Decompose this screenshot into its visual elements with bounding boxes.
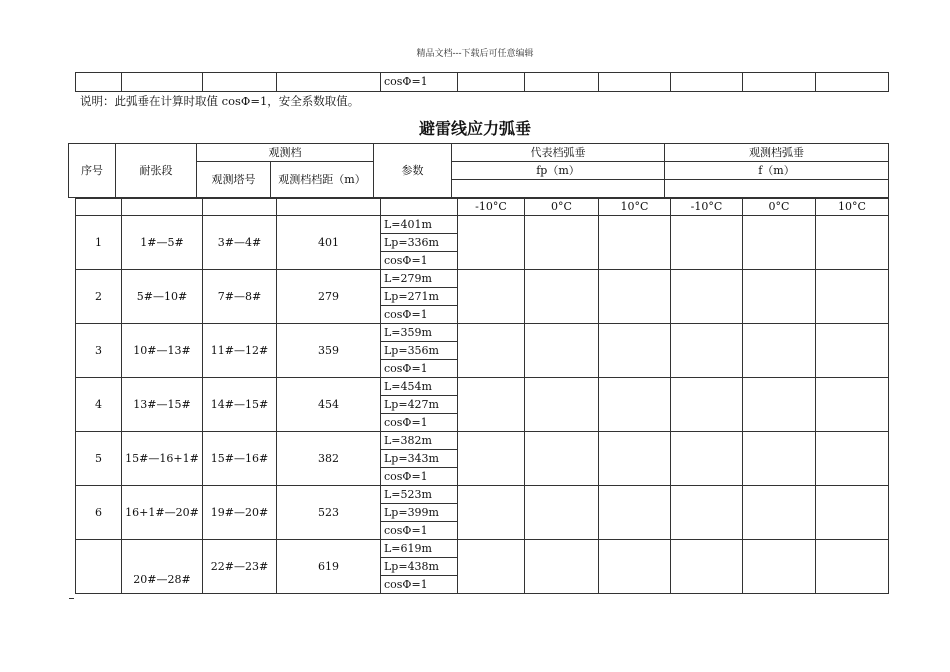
params-header: 参数 [374, 144, 452, 198]
section-cell: 1#—5# [122, 216, 203, 270]
param-cell: L=279m [381, 270, 458, 288]
cell [203, 199, 277, 216]
sag-value-cell [458, 216, 525, 270]
param-cell: cosΦ=1 [381, 252, 458, 270]
sag-value-cell [671, 270, 743, 324]
cell [743, 73, 816, 92]
sag-value-cell [816, 432, 889, 486]
sag-value-cell [671, 432, 743, 486]
obs-sag-header: 观测档弧垂 [665, 144, 889, 162]
tower-cell: 19#—20# [203, 486, 277, 540]
param-cell: L=359m [381, 324, 458, 342]
sag-value-cell [458, 540, 525, 594]
seq-cell: 3 [76, 324, 122, 378]
sag-value-cell [525, 324, 599, 378]
cell [599, 73, 671, 92]
cell [76, 73, 122, 92]
section-header: 耐张段 [116, 144, 197, 198]
tower-cell: 7#—8# [203, 270, 277, 324]
sag-value-cell [816, 324, 889, 378]
sag-value-cell [816, 378, 889, 432]
page-header: 精品文档---下载后可任意编辑 [416, 49, 534, 59]
span-cell: 401 [277, 216, 381, 270]
sag-value-cell [525, 540, 599, 594]
sag-value-cell [525, 486, 599, 540]
span-cell: 279 [277, 270, 381, 324]
span-distance-header: 观测档档距（m） [271, 162, 374, 198]
sag-value-cell [671, 540, 743, 594]
temp-header: -10°C [671, 199, 743, 216]
sag-value-cell [599, 270, 671, 324]
sag-value-cell [599, 378, 671, 432]
param-cell: Lp=343m [381, 450, 458, 468]
sag-value-cell [816, 540, 889, 594]
sag-value-cell [458, 324, 525, 378]
param-cell: cosΦ=1 [381, 576, 458, 594]
cell [122, 199, 203, 216]
observed-span-header: 观测档 [197, 144, 374, 162]
tower-header: 观测塔号 [197, 162, 271, 198]
sag-value-cell [743, 540, 816, 594]
note-text: 说明：此弧垂在计算时取值 cosΦ=1，安全系数取值。 [80, 94, 360, 108]
sag-value-cell [599, 216, 671, 270]
sag-value-cell [743, 378, 816, 432]
seq-cell: 5 [76, 432, 122, 486]
section-cell: 5#—10# [122, 270, 203, 324]
param-cell: cosΦ=1 [381, 468, 458, 486]
cell [76, 199, 122, 216]
sag-table [75, 198, 889, 594]
sag-value-cell [671, 486, 743, 540]
rep-sag-header: 代表档弧垂 [452, 144, 665, 162]
cell [277, 199, 381, 216]
section-cell: 16+1#—20# [122, 486, 203, 540]
sag-value-cell [743, 270, 816, 324]
param-cell: L=401m [381, 216, 458, 234]
cell [122, 73, 203, 92]
seq-cell: 4 [76, 378, 122, 432]
sag-value-cell [525, 378, 599, 432]
table-row [76, 540, 889, 558]
span-cell: 619 [277, 540, 381, 594]
cell [671, 73, 743, 92]
obs-unit: f（m） [665, 162, 889, 180]
header-table [68, 143, 889, 198]
table-row [76, 378, 889, 396]
temp-header: -10°C [458, 199, 525, 216]
param-cell: L=619m [381, 540, 458, 558]
param-cell: cosΦ=1 [381, 360, 458, 378]
sag-value-cell [671, 216, 743, 270]
spacer [452, 180, 665, 198]
param-cell: Lp=356m [381, 342, 458, 360]
rep-unit: fp（m） [452, 162, 665, 180]
param-cell: Lp=336m [381, 234, 458, 252]
cell [816, 73, 889, 92]
span-cell: 359 [277, 324, 381, 378]
cell [203, 73, 277, 92]
cell [381, 199, 458, 216]
sag-value-cell [458, 432, 525, 486]
section-cell: 20#—28# [122, 540, 203, 594]
seq-header: 序号 [69, 144, 116, 198]
tower-cell: 14#—15# [203, 378, 277, 432]
previous-table-row [75, 72, 889, 92]
param-cell: L=454m [381, 378, 458, 396]
sag-value-cell [525, 432, 599, 486]
table-row [76, 270, 889, 288]
param-cell: L=382m [381, 432, 458, 450]
sag-value-cell [816, 216, 889, 270]
sag-value-cell [525, 216, 599, 270]
temp-header: 10°C [816, 199, 889, 216]
sag-value-cell [671, 324, 743, 378]
sag-value-cell [599, 540, 671, 594]
section-cell: 15#—16+1# [122, 432, 203, 486]
sag-value-cell [743, 486, 816, 540]
tower-cell: 3#—4# [203, 216, 277, 270]
table-row [76, 432, 889, 450]
temp-header: 10°C [599, 199, 671, 216]
sag-value-cell [743, 432, 816, 486]
param-cell: Lp=271m [381, 288, 458, 306]
sag-value-cell [816, 270, 889, 324]
span-cell: 454 [277, 378, 381, 432]
sag-value-cell [743, 216, 816, 270]
span-cell: 523 [277, 486, 381, 540]
seq-cell: 2 [76, 270, 122, 324]
sag-value-cell [671, 378, 743, 432]
table-title: 避雷线应力弧垂 [418, 119, 531, 138]
param-cell: Lp=399m [381, 504, 458, 522]
section-cell: 10#—13# [122, 324, 203, 378]
sag-value-cell [458, 486, 525, 540]
param-cell: cosΦ=1 [381, 414, 458, 432]
cell [277, 73, 381, 92]
sag-value-cell [599, 432, 671, 486]
table-row [76, 324, 889, 342]
temp-header: 0°C [525, 199, 599, 216]
spacer [665, 180, 889, 198]
param-cell: Lp=427m [381, 396, 458, 414]
param-cell: cosΦ=1 [381, 522, 458, 540]
sag-value-cell [599, 324, 671, 378]
sag-value-cell [458, 270, 525, 324]
param-cell: L=523m [381, 486, 458, 504]
cell [458, 73, 525, 92]
param-cell: cosΦ=1 [381, 73, 458, 92]
table-edge [69, 598, 74, 599]
seq-cell [76, 540, 122, 594]
temperature-row [76, 199, 889, 216]
tower-cell: 22#—23# [203, 540, 277, 594]
param-cell: cosΦ=1 [381, 306, 458, 324]
seq-cell: 1 [76, 216, 122, 270]
span-cell: 382 [277, 432, 381, 486]
tower-cell: 15#—16# [203, 432, 277, 486]
sag-value-cell [458, 378, 525, 432]
seq-cell: 6 [76, 486, 122, 540]
tower-cell: 11#—12# [203, 324, 277, 378]
sag-value-cell [525, 270, 599, 324]
cell [525, 73, 599, 92]
table-row [76, 486, 889, 504]
sag-value-cell [599, 486, 671, 540]
section-cell: 13#—15# [122, 378, 203, 432]
param-cell: Lp=438m [381, 558, 458, 576]
sag-value-cell [816, 486, 889, 540]
sag-value-cell [743, 324, 816, 378]
table-row [76, 216, 889, 234]
temp-header: 0°C [743, 199, 816, 216]
